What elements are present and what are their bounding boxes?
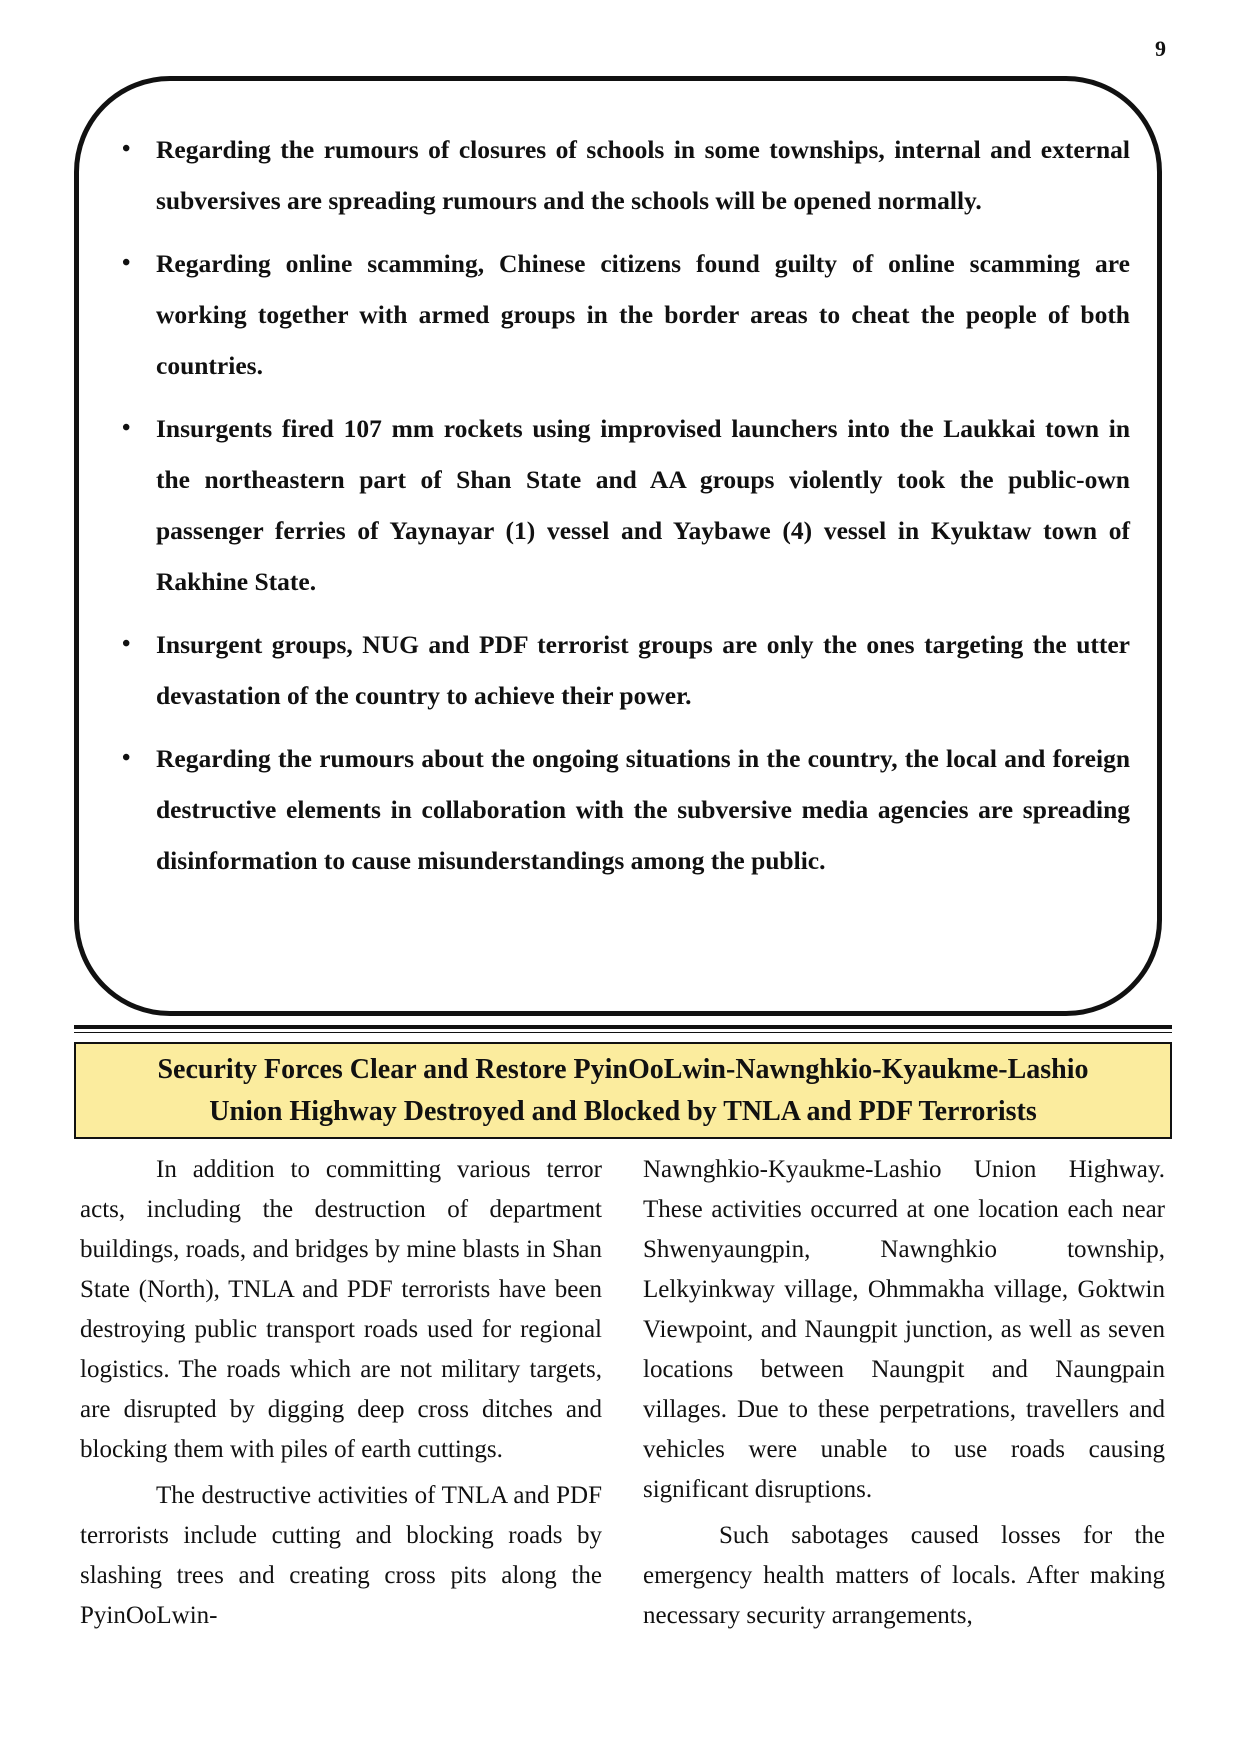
bullet-text: Regarding the rumours about the ongoing situations in the country, the local and foreign destructive elements in collaboration with the subversive media agencies are spreading disinformation to cause misunderstandings among the public. xyxy=(156,744,1130,875)
article-headline xyxy=(74,1042,1172,1139)
article-paragraph: The destructive activities of TNLA and PDF terrorists include cutting and blocking roads by slashing trees and creating cross pits along the PyinOoLwin- xyxy=(80,1482,602,1629)
section-divider-thin xyxy=(74,1032,1172,1033)
bullet-item xyxy=(108,238,1130,391)
callout-bullet-list xyxy=(108,124,1130,898)
bullet-text: Regarding the rumours of closures of schools in some townships, internal and external subversives are spreading rumours and the schools will be opened normally. xyxy=(156,135,1130,215)
bullet-dot-icon: • xyxy=(122,250,131,276)
article-paragraph: Such sabotages caused losses for the emergency health matters of locals. After making necessary security arrangements, xyxy=(643,1522,1165,1629)
bullet-item xyxy=(108,124,1130,226)
bullet-dot-icon: • xyxy=(122,415,131,441)
article-paragraph: In addition to committing various terror acts, including the destruction of department buildings, roads, and bridges by mine blasts in Shan State (North), TNLA and PDF terrorists have been destroying public transport roads used for regional logistics. The roads which are not military targets, are disrupted by digging deep cross ditches and blocking them with piles of earth cuttings. xyxy=(80,1156,602,1463)
bullet-text: Insurgent groups, NUG and PDF terrorist groups are only the ones targeting the utter devastation of the country to achieve their power. xyxy=(156,630,1130,710)
bullet-dot-icon: • xyxy=(122,631,131,657)
headline-line-2: Union Highway Destroyed and Blocked by TNLA and PDF Terrorists xyxy=(209,1095,1037,1127)
bullet-dot-icon: • xyxy=(122,136,131,162)
page-number: 9 xyxy=(1155,36,1166,61)
bullet-text: Regarding online scamming, Chinese citizens found guilty of online scamming are working together with armed groups in the border areas to cheat the people of both countries. xyxy=(156,249,1130,380)
section-divider xyxy=(74,1025,1172,1029)
bullet-item xyxy=(108,403,1130,607)
bullet-text: Insurgents fired 107 mm rockets using improvised launchers into the Laukkai town in the northeastern part of Shan State and AA groups violently took the public-own passenger ferries of Yaynayar (1) vessel and Yaybawe (4) vessel in Kyuktaw town of Rakhine State. xyxy=(156,414,1130,596)
bullet-item xyxy=(108,733,1130,886)
article-left-column xyxy=(80,1150,602,1642)
article-paragraph: Nawnghkio-Kyaukme-Lashio Union Highway. These activities occurred at one location each near Shwenyaungpin, Nawnghkio township, Lelkyinkway village, Ohmmakha village, Goktwin Viewpoint, and Naungpit junction, as well as seven locations between Naungpit and Naungpain villages. Due to these perpetrations, travellers and vehicles were unable to use roads causing significant disruptions. xyxy=(643,1156,1165,1503)
bullet-dot-icon: • xyxy=(122,745,131,771)
headline-line-1: Security Forces Clear and Restore PyinOoLwin-Nawnghkio-Kyaukme-Lashio xyxy=(157,1053,1089,1085)
article-right-column xyxy=(643,1150,1165,1642)
bullet-item xyxy=(108,619,1130,721)
